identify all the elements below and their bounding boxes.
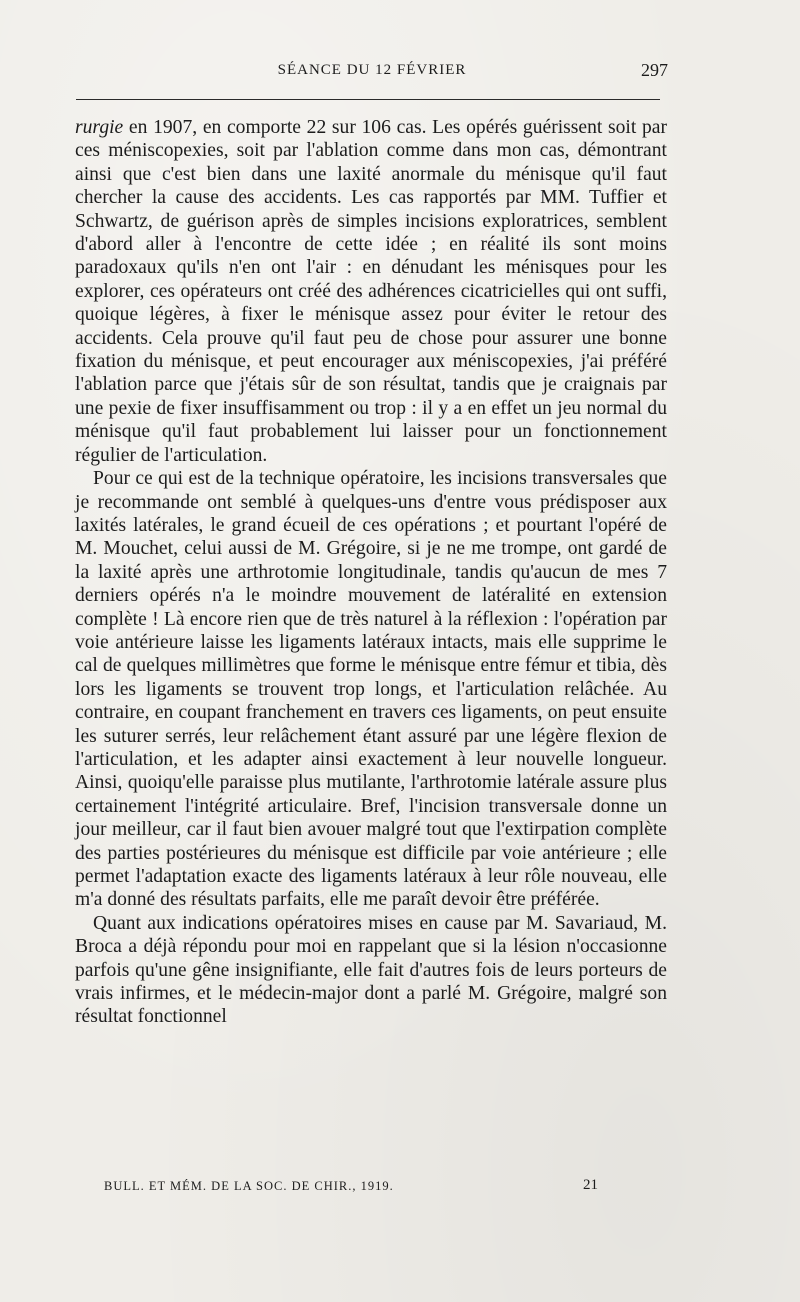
signature-mark: 21 <box>583 1177 598 1193</box>
paragraph-text: en 1907, en comporte 22 sur 106 cas. Les opérés guérissent soit par ces méniscopexies, soit par l'ablation comme dans mon cas, démontrant ainsi que c'est bien dans une laxité anormale du ménisque qu'il faut chercher la cause des accidents. Les cas rapportés par MM. Tuffier et Schwartz, de guérison après de simples incisions exploratrices, semblent d'abord aller à l'encontre de cette idée ; en réalité ils sont moins paradoxaux qu'ils n'en ont l'air : en dénudant les ménisques pour les explorer, ces opérateurs ont créé des adhérences cicatricielles qui ont suffi, quoique légères, à fixer le ménisque assez pour éviter le retour des accidents. Cela prouve qu'il faut peu de chose pour assurer une bonne fixation du ménisque, et peut encourager aux méniscopexies, j'ai préféré l'ablation parce que j'étais sûr de son résultat, tandis que je craignais par une pexie de fixer insuffisamment ou trop : il y a en effet un jeu normal du ménisque qu'il faut probablement lui laisser pour un fonctionnement régulier de l'articulation. <box>75 117 667 466</box>
page-footer <box>104 1177 598 1197</box>
bulletin-line: BULL. ET MÉM. DE LA SOC. DE CHIR., 1919. <box>104 1179 394 1193</box>
paragraph-continued <box>75 116 667 467</box>
paragraph-text: Quant aux indications opératoires mises en cause par M. Savariaud, M. Broca a déjà répondu pour moi en rappelant que si la lésion n'occasionne parfois qu'une gêne insignifiante, elle fait d'autres fois de leurs porteurs de vrais infirmes, et le médecin-major dont a parlé M. Grégoire, malgré son résultat fonctionnel <box>75 912 667 1028</box>
header-rule <box>76 99 660 100</box>
body-text <box>75 116 667 1029</box>
paragraph-text: Pour ce qui est de la technique opératoire, les incisions transversales que je recommande ont semblé à quelques-uns d'entre vous prédisposer aux laxités latérales, le grand écueil de ces opérations ; et pourtant l'opéré de M. Mouchet, celui aussi de M. Grégoire, si je ne me trompe, ont gardé de la laxité après une arthrotomie longitudinale, tandis qu'aucun de mes 7 derniers opérés n'a le moindre mouvement de latéralité en extension complète ! Là encore rien que de très naturel à la réflexion : l'opération par voie antérieure laisse les ligaments latéraux intacts, mais elle supprime le cal de quelques millimètres que forme le ménisque entre fémur et tibia, dès lors les ligaments se trouvent trop longs, et l'articulation relâchée. Au contraire, en coupant franchement en travers ces ligaments, on peut ensuite les suturer serrés, leur relâchement étant assuré par une légère flexion de l'articulation, et les adapter ainsi exactement à leur nouvelle longueur. Ainsi, quoiqu'elle paraisse plus mutilante, l'arthrotomie latérale assure plus certainement l'intégrité articulaire. Bref, l'incision transversale donne un jour meilleur, car il faut bien avouer malgré tout que l'extirpation complète des parties postérieures du ménisque est difficile par voie antérieure ; elle permet l'adaptation exacte des ligaments latéraux à leur rôle nouveau, elle m'a donné des résultats parfaits, elle me paraît devoir être préférée. <box>75 468 667 911</box>
paragraph <box>75 912 667 1029</box>
page-header <box>76 60 668 84</box>
paragraph-lead-italic: rurgie <box>75 117 124 138</box>
running-head: SÉANCE DU 12 FÉVRIER <box>277 62 467 78</box>
paragraph <box>75 467 667 912</box>
page-number: 297 <box>641 60 668 80</box>
